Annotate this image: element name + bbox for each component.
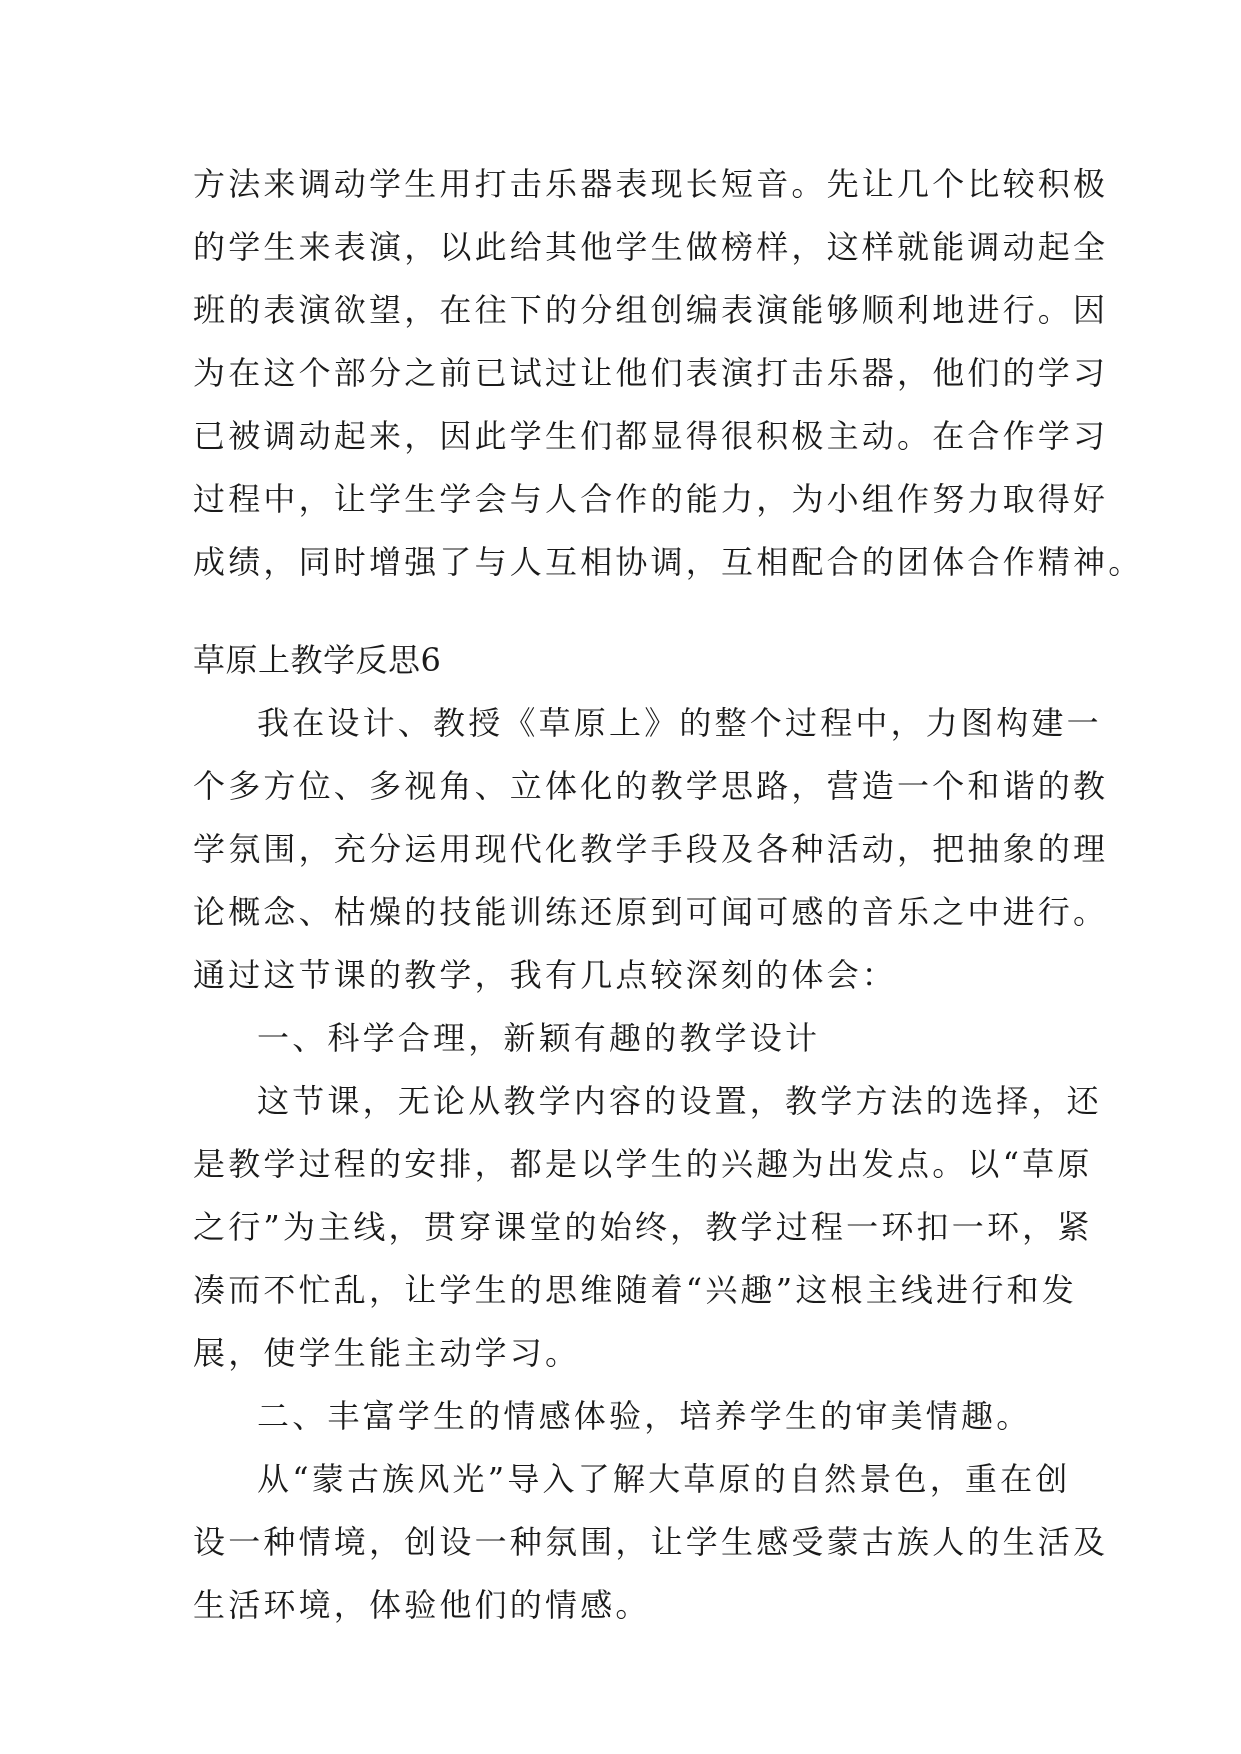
paragraph-line: 通过这节课的教学，我有几点较深刻的体会： bbox=[193, 956, 898, 994]
paragraph-line: 我在设计、教授《草原上》的整个过程中，力图构建一 bbox=[257, 704, 1102, 742]
subheading-line: 一、科学合理，新颖有趣的教学设计 bbox=[257, 1019, 821, 1057]
paragraph-line: 生活环境，体验他们的情感。 bbox=[193, 1586, 651, 1624]
paragraph-line: 是教学过程的安排，都是以学生的兴趣为出发点。以“草原 bbox=[193, 1145, 1093, 1183]
paragraph-line: 之行”为主线，贯穿课堂的始终，教学过程一环扣一环，紧 bbox=[193, 1208, 1093, 1246]
paragraph-line: 从“蒙古族风光”导入了解大草原的自然景色，重在创 bbox=[257, 1460, 1071, 1498]
paragraph-line: 设一种情境，创设一种氛围，让学生感受蒙古族人的生活及 bbox=[193, 1523, 1109, 1561]
paragraph-line: 班的表演欲望，在往下的分组创编表演能够顺利地进行。因 bbox=[193, 291, 1109, 329]
paragraph-line: 展，使学生能主动学习。 bbox=[193, 1334, 581, 1372]
paragraph-line: 这节课，无论从教学内容的设置，教学方法的选择，还 bbox=[257, 1082, 1102, 1120]
subheading-line: 二、丰富学生的情感体验，培养学生的审美情趣。 bbox=[257, 1397, 1032, 1435]
paragraph-line: 个多方位、多视角、立体化的教学思路，营造一个和谐的教 bbox=[193, 767, 1109, 805]
paragraph-line: 学氛围，充分运用现代化教学手段及各种活动，把抽象的理 bbox=[193, 830, 1109, 868]
section-heading: 草原上教学反思6 bbox=[193, 641, 442, 679]
paragraph-line: 的学生来表演，以此给其他学生做榜样，这样就能调动起全 bbox=[193, 228, 1109, 266]
paragraph-line: 为在这个部分之前已试过让他们表演打击乐器，他们的学习 bbox=[193, 354, 1109, 392]
paragraph-line: 凑而不忙乱，让学生的思维随着“兴趣”这根主线进行和发 bbox=[193, 1271, 1077, 1309]
paragraph-line: 已被调动起来，因此学生们都显得很积极主动。在合作学习 bbox=[193, 417, 1109, 455]
paragraph-line: 过程中，让学生学会与人合作的能力，为小组作努力取得好 bbox=[193, 480, 1109, 518]
paragraph-line: 论概念、枯燥的技能训练还原到可闻可感的音乐之中进行。 bbox=[193, 893, 1109, 931]
paragraph-line: 成绩，同时增强了与人互相协调，互相配合的团体合作精神。 bbox=[193, 543, 1144, 581]
paragraph-line: 方法来调动学生用打击乐器表现长短音。先让几个比较积极 bbox=[193, 165, 1109, 203]
